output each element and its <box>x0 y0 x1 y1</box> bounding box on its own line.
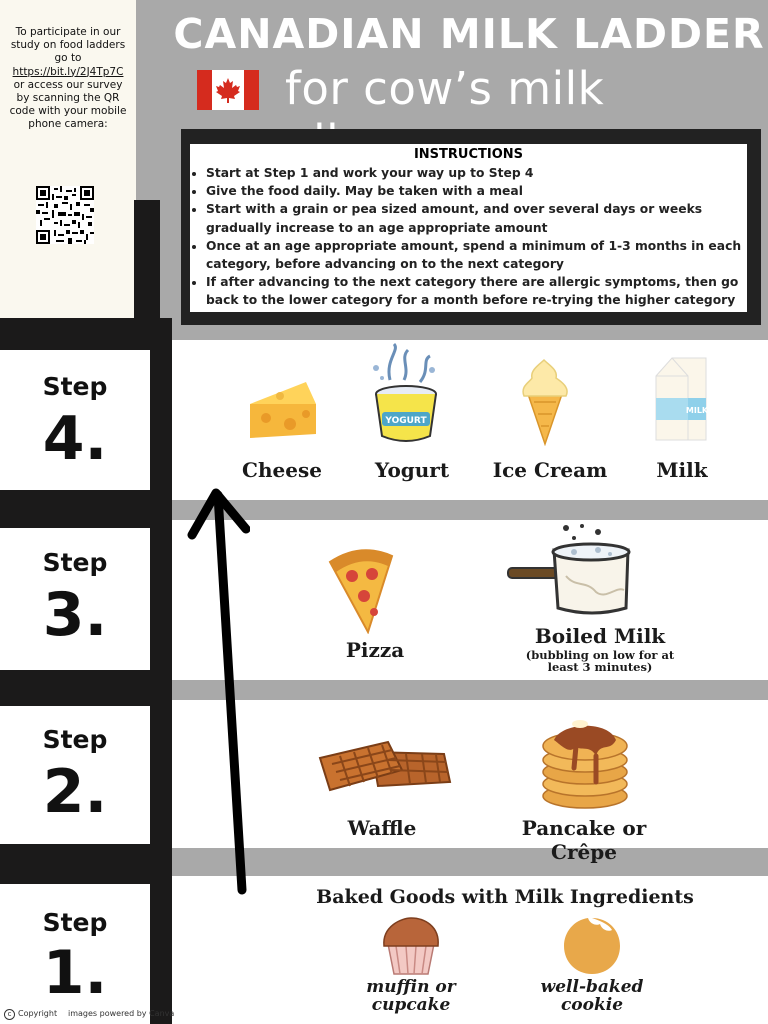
instructions-list <box>192 164 756 310</box>
muffin-icon <box>380 916 442 976</box>
step-1-label: Step <box>42 908 108 937</box>
food-ice-cream: Ice Cream <box>492 458 608 482</box>
yogurt-label: YOGURT <box>385 416 427 426</box>
copyright-icon: c <box>4 1009 15 1020</box>
food-well-baked-cookie: well-baked cookie <box>540 977 644 1015</box>
survey-text <box>6 26 130 132</box>
qr-code-icon[interactable] <box>36 186 94 244</box>
step-2-row <box>172 700 768 848</box>
food-pizza: Pizza <box>345 638 405 662</box>
food-pancake-crepe: Pancake or Crêpe <box>521 816 647 864</box>
page-subtitle: for cow’s milk <box>285 62 605 115</box>
food-boiled-milk: Boiled Milk <box>534 624 666 648</box>
pizza-icon <box>328 544 394 634</box>
milk-label: MILK <box>685 406 709 415</box>
waffle-icon <box>318 736 452 798</box>
step-2-label: Step <box>42 725 108 754</box>
survey-intro: To participate in our study on food ladders go to <box>10 26 126 65</box>
cheese-icon <box>246 374 320 442</box>
copyright-text: Copyright <box>18 1009 58 1018</box>
survey-link[interactable]: https://bit.ly/2J4Tp7C <box>12 65 124 78</box>
food-muffin-cupcake: muffin or cupcake <box>366 977 456 1015</box>
boiled-milk-note: (bubbling on low for at least 3 minutes) <box>525 648 675 674</box>
up-arrow-icon <box>180 485 250 895</box>
instruction-item: • Start at Step 1 and work your way up to Step 4 <box>206 164 756 182</box>
yogurt-icon <box>360 340 446 450</box>
step-3-label: Step <box>42 548 108 577</box>
survey-instructions: or access our survey by scanning the QR code with your mobile phone camera: <box>9 78 127 131</box>
step-1-number: 1. <box>42 938 108 1008</box>
food-yogurt: Yogurt <box>374 458 450 482</box>
instruction-item: • If after advancing to the next category there are allergic symptoms, then go back to the lower category for a month before re-trying the higher category <box>206 273 756 309</box>
step-4-number: 4. <box>42 404 108 474</box>
milk-carton-icon <box>648 352 714 444</box>
food-milk: Milk <box>656 458 708 482</box>
page-title: CANADIAN MILK LADDER <box>173 10 765 58</box>
food-cheese: Cheese <box>242 458 322 482</box>
step-2-number: 2. <box>42 757 108 827</box>
step-4-label: Step <box>42 372 108 401</box>
step-3-number: 3. <box>42 580 108 650</box>
cookie-icon <box>562 916 622 976</box>
ladder-rail-top <box>134 200 160 320</box>
food-waffle: Waffle <box>347 816 417 840</box>
pancake-stack-icon <box>540 712 630 812</box>
instruction-item: • Once at an age appropriate amount, spend a minimum of 1-3 months in each category, before advancing on to the next category <box>206 237 756 273</box>
instruction-item: • Start with a grain or pea sized amount, and over several days or weeks gradually increase to an age appropriate amount <box>206 200 756 236</box>
instructions-title: INSTRUCTIONS <box>413 147 524 162</box>
ice-cream-icon <box>516 356 574 446</box>
boiled-milk-pot-icon <box>506 520 636 620</box>
image-credit: images powered by Canva <box>68 1009 175 1018</box>
copyright-notice <box>4 1009 57 1020</box>
instruction-item: • Give the food daily. May be taken with a meal <box>206 182 756 200</box>
step-1-heading: Baked Goods with Milk Ingredients <box>316 886 694 908</box>
canada-flag-icon <box>197 70 259 110</box>
